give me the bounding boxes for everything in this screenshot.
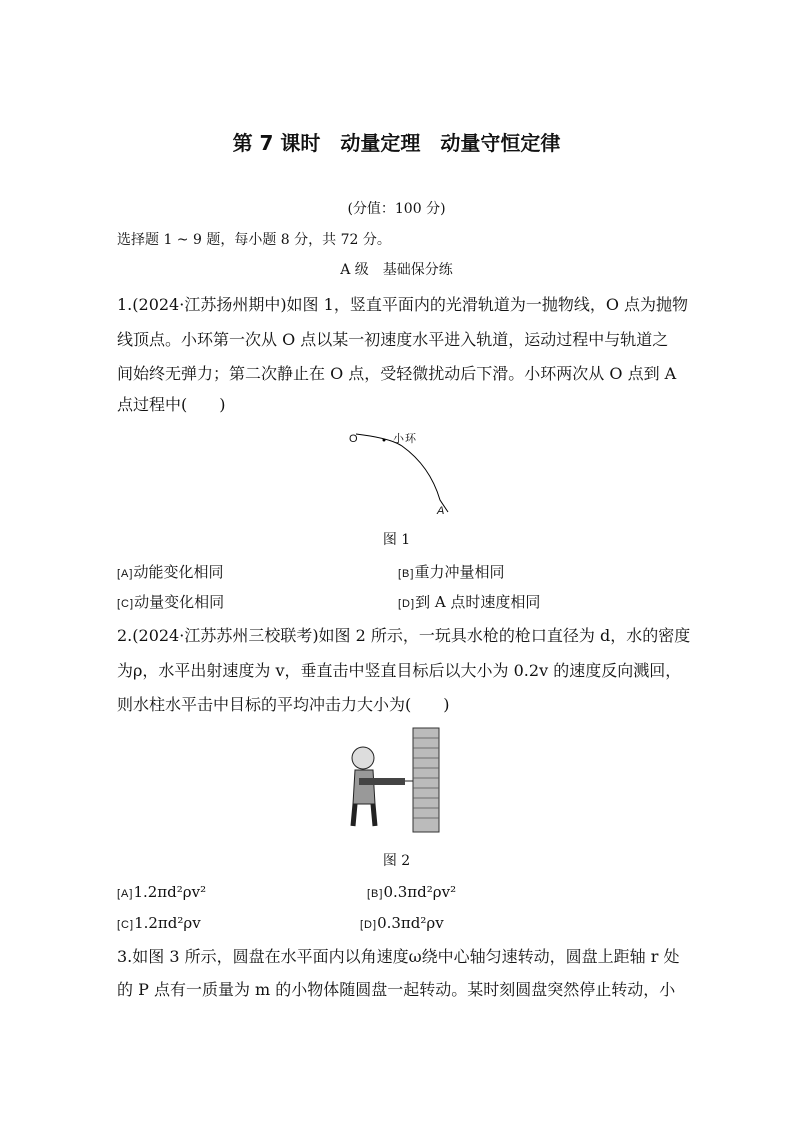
q2-option-c[interactable] [117,913,201,935]
water-gun-figure [345,726,445,836]
q1-option-c[interactable] [117,592,224,614]
q2-line: 则水柱水平击中目标的平均冲击力大小为( ) [117,695,450,714]
figure-caption: 图 2 [382,853,411,869]
instruction: 选择题 1 ~ 9 题，每小题 8 分，共 72 分。 [117,232,391,248]
option-label: [B] [398,568,415,580]
option-text: 0.3πd²ρv [377,914,444,932]
option-label: [B] [367,888,384,900]
label-o: O [349,433,359,445]
figure-caption: 图 1 [382,532,411,548]
q1-line: 1.(2024·江苏扬州期中)如图 1，竖直平面内的光滑轨道为一抛物线，O 点为抛物 [117,295,689,314]
label-ring: 小环 [393,433,417,445]
q2-option-d[interactable] [360,913,444,935]
q1-line: 线顶点。小环第一次从 O 点以某一初速度水平进入轨道，运动过程中与轨道之 [117,330,669,349]
option-text: 1.2πd²ρv² [133,883,207,901]
option-label: [D] [398,598,416,610]
q1-option-a[interactable] [117,562,223,584]
option-text: 动量变化相同 [134,593,225,611]
q1-line: 点过程中( ) [117,395,226,414]
q3-line: 的 P 点有一质量为 m 的小物体随圆盘一起转动。某时刻圆盘突然停止转动，小 [117,980,676,999]
option-label: [C] [117,598,135,610]
q1-line: 间始终无弹力；第二次静止在 O 点，受轻微扰动后下滑。小环两次从 O 点到 A [117,364,677,383]
option-label: [C] [117,919,135,931]
option-label: [D] [360,919,378,931]
section-heading: A 级 基础保分练 [340,262,453,278]
option-label: [A] [117,568,134,580]
option-text: 动能变化相同 [133,563,224,581]
score-note: (分值：100 分) [347,201,446,217]
q2-line: 2.(2024·江苏苏州三校联考)如图 2 所示，一玩具水枪的枪口直径为 d，水的密度 [117,626,691,645]
q2-option-b[interactable] [367,882,456,904]
q1-option-b[interactable] [398,562,504,584]
option-text: 0.3πd²ρv² [383,883,457,901]
q3-line: 3.如图 3 所示，圆盘在水平面内以角速度ω绕中心轴匀速转动，圆盘上距轴 r 处 [117,947,680,966]
label-a: A [437,505,446,517]
option-text: 重力冲量相同 [414,563,505,581]
q1-option-d[interactable] [398,592,540,614]
option-text: 1.2πd²ρv [134,914,201,932]
q2-line: 为ρ，水平出射速度为 v，垂直击中竖直目标后以大小为 0.2v 的速度反向溅回， [117,661,682,680]
q2-option-a[interactable] [117,882,206,904]
page-title: 第 7 课时 动量定理 动量守恒定律 [232,131,561,155]
option-text: 到 A 点时速度相同 [415,593,541,611]
option-label: [A] [117,888,134,900]
